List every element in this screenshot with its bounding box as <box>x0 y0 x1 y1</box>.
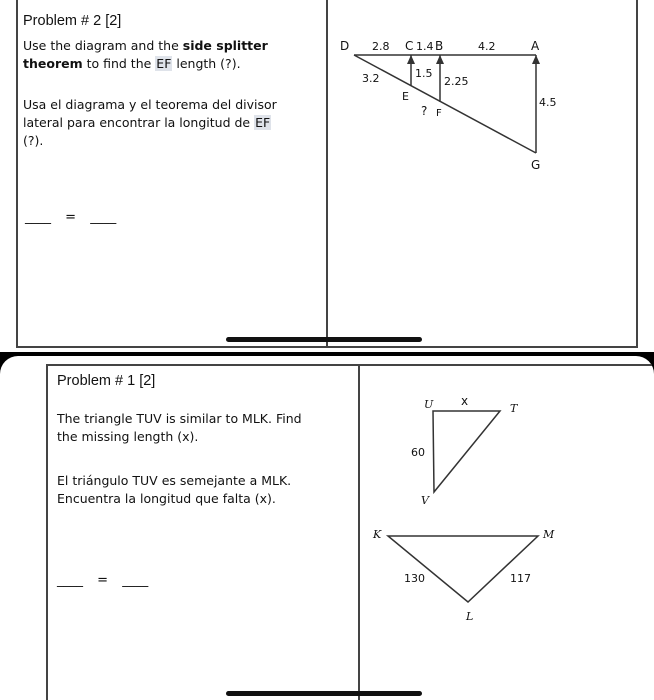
problem2-answer-left: ____ <box>25 210 51 225</box>
problem2-english-text <box>23 37 323 73</box>
label-m: M <box>543 528 555 541</box>
label-b: B <box>435 39 444 53</box>
label-x: x <box>461 394 469 408</box>
label-g: G <box>531 158 541 172</box>
label-ag: 4.5 <box>539 96 557 109</box>
triangle-tuv <box>433 411 500 492</box>
label-ba: 4.2 <box>478 40 496 53</box>
problem2-en-a: Use the diagram and the <box>23 38 183 53</box>
side-splitter-diagram <box>326 28 638 228</box>
label-dc: 2.8 <box>372 40 390 53</box>
problem2-answer-line[interactable] <box>25 210 116 225</box>
label-ef: ? <box>421 104 428 118</box>
similar-triangles-diagram <box>360 386 654 676</box>
triangle-klm <box>388 536 538 602</box>
arrow-bf <box>436 55 444 64</box>
label-f: F <box>436 108 442 119</box>
problem2-es-a: Usa el diagrama y el teorema del divisor <box>23 97 277 112</box>
problem2-es-d: (?). <box>23 133 44 148</box>
problem1-es-b: Encuentra la longitud que falta (x). <box>57 491 276 506</box>
problem2-answer-equals: = <box>65 210 77 225</box>
problem2-es-ef: EF <box>255 115 271 130</box>
arrow-ag <box>532 55 540 64</box>
problem1-title: Problem # 1 [2] <box>57 373 156 389</box>
problem2-title: Problem # 2 [2] <box>23 13 122 29</box>
problem2-answer-right: ____ <box>90 210 117 225</box>
label-k: K <box>373 528 382 541</box>
arrow-ce <box>407 55 415 64</box>
problem2-en-ef: EF <box>156 56 172 71</box>
label-uv: 60 <box>411 446 425 459</box>
problem2-es-b: lateral para encontrar la longitud de <box>23 115 255 130</box>
problem1-spanish-text <box>57 472 357 508</box>
problem2-en-c: theorem <box>23 56 83 71</box>
problem1-en-a: The triangle TUV is similar to MLK. Find <box>57 411 302 426</box>
label-v: V <box>421 494 429 507</box>
problem1-english-text <box>57 410 357 446</box>
label-cb: 1.4 <box>416 40 434 53</box>
label-de: 3.2 <box>362 72 380 85</box>
segment-dg <box>354 55 536 153</box>
label-ce: 1.5 <box>415 67 433 80</box>
problem2-spanish-text <box>23 96 323 150</box>
label-t: T <box>510 402 518 415</box>
label-l: L <box>466 610 474 623</box>
problem1-answer-right: ____ <box>122 573 149 588</box>
problem1-answer-line[interactable] <box>57 573 148 588</box>
problem1-es-a: El triángulo TUV es semejante a MLK. <box>57 473 292 488</box>
label-kl: 130 <box>404 572 425 585</box>
problem2-en-d: to find the <box>82 56 156 71</box>
label-u: U <box>424 398 434 411</box>
label-lm: 117 <box>510 572 531 585</box>
home-indicator-top[interactable] <box>226 337 422 342</box>
problem2-en-b: side splitter <box>182 38 268 53</box>
problem2-en-f: length (?). <box>172 56 241 71</box>
problem1-answer-left: ____ <box>57 573 83 588</box>
label-c: C <box>405 39 414 53</box>
label-a: A <box>531 39 540 53</box>
label-e: E <box>402 90 409 103</box>
label-d: D <box>340 39 350 53</box>
problem1-en-b: the missing length (x). <box>57 429 199 444</box>
worksheet-screen-bottom <box>0 356 654 700</box>
home-indicator-bottom[interactable] <box>226 691 422 696</box>
problem1-answer-equals: = <box>97 573 109 588</box>
label-bf: 2.25 <box>444 75 469 88</box>
